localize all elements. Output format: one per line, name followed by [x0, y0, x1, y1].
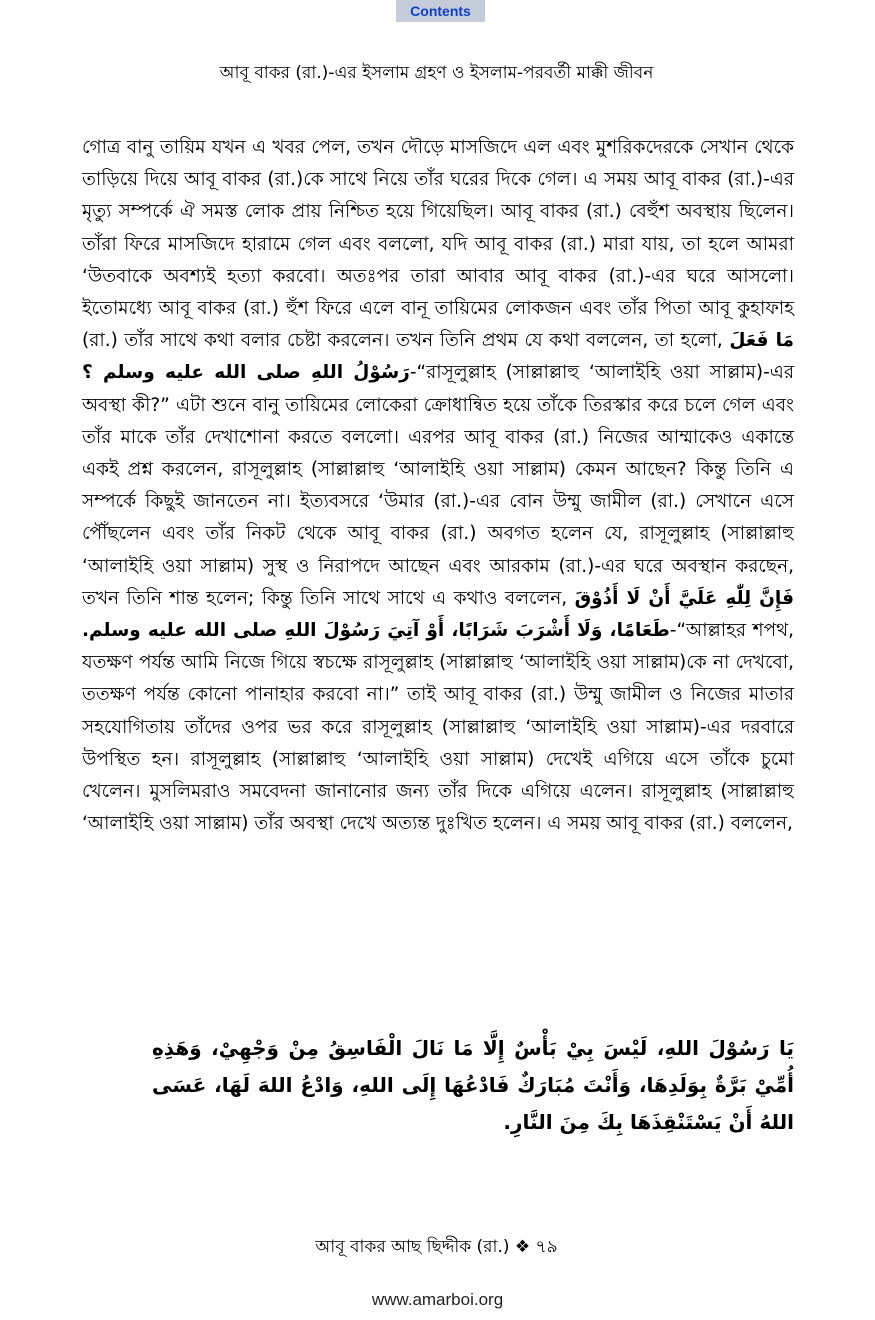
contents-button[interactable]: Contents	[396, 0, 485, 22]
website-url: www.amarboi.org	[371, 1290, 504, 1309]
body-paragraph	[82, 132, 794, 840]
body-text-part-1: গোত্র বানু তায়িম যখন এ খবর পেল, তখন দৌড়ে মাসজিদে এল এবং মুশরিকদেরকে সেখান থেকে তাড়িয়ে দিয়ে আবূ বাকর (রা.)কে সাথে নিয়ে তাঁর ঘরের দিকে গেল। এ সময় আবূ বাকর (রা.)-এর মৃত্যু সম্পর্কে ঐ সমস্ত লোক প্রায় নিশ্চিত হয়ে গিয়েছিল। আবূ বাকর (রা.) বেহুঁশ অবস্থায় ছিলেন। তাঁরা ফিরে মাসজিদে হারামে গেল এবং বললো, যদি আবূ বাকর (রা.) মারা যায়, তা হলে আমরা ‘উতবাকে অবশ্যই হত্যা করবো। অতঃপর তারা আবার আবূ বাকর (রা.)-এর ঘরে আসলো। ইতোমধ্যে আবূ বাকর (রা.) হুঁশ ফিরে এলে বানূ তায়িমের লোকজন এবং তাঁর পিতা আবূ কুহাফাহ (রা.) তাঁর সাথে কথা বলার চেষ্টা করলেন। তখন তিনি প্রথম যে কথা বললেন, তা হলো,	[82, 137, 794, 352]
arabic-inline-quote-2: فَإِنَّ لِلّٰهِ عَلَيَّ أَنْ لَا أَذُوْقَ طَعَامًا، وَلَا أَشْرَبَ شَرَابًا، أَوْ آتِيَ رَسُوْلَ اللهِ صلى الله عليه وسلم.	[82, 587, 794, 642]
body-text-part-2: -“রাসূলুল্লাহ (সাল্লাল্লাহু ‘আলাইহি ওয়া সাল্লাম)-এর অবস্থা কী?” এটা শুনে বানু তায়িমের লোকেরা ক্রোধান্বিত হয়ে তাঁকে তিরস্কার করে চলে গেল এবং তাঁর মাকে তাঁর দেখাশোনা করতে বললো। এরপর আবূ বাকর (রা.) নিজের আম্মাকেও একান্তে একই প্রশ্ন করলেন, রাসূলুল্লাহ (সাল্লাল্লাহু ‘আলাইহি ওয়া সাল্লাম) কেমন আছেন? কিন্তু তিনি এ সম্পর্কে কিছুই জানতেন না। ইত্যবসরে ‘উমার (রা.)-এর বোন উম্মু জামীল (রা.) সেখানে এসে পৌঁছলেন এবং তাঁর নিকট থেকে আবূ বাকর (রা.) অবগত হলেন যে, রাসূলুল্লাহ (সাল্লাল্লাহু ‘আলাইহি ওয়া সাল্লাম) সুস্থ ও নিরাপদে আছেন এবং আরকাম (রা.)-এর ঘরে অবস্থান করছেন, তখন তিনি শান্ত হলেন; কিন্তু তিনি সাথে সাথে এ কথাও বললেন,	[82, 362, 795, 609]
body-text-part-3: -“আল্লাহর শপথ, যতক্ষণ পর্যন্ত আমি নিজে গিয়ে স্বচক্ষে রাসূলুল্লাহ (সাল্লাল্লাহু ‘আলাইহি ওয়া সাল্লাম)কে না দেখবো, ততক্ষণ পর্যন্ত কোনো পানাহার করবো না।” তাই আবূ বাকর (রা.) উম্মু জামীল ও নিজের মাতার সহযোগিতায় তাঁদের ওপর ভর করে রাসূলুল্লাহ (সাল্লাল্লাহু ‘আলাইহি ওয়া সাল্লাম)-এর দরবারে উপস্থিত হন। রাসূলুল্লাহ (সাল্লাল্লাহু ‘আলাইহি ওয়া সাল্লাম) দেখেই এগিয়ে এসে তাঁকে চুমো খেলেন। মুসলিমরাও সমবেদনা জানানোর জন্য তাঁর দিকে এগিয়ে এলেন। রাসূলুল্লাহ (সাল্লাল্লাহু ‘আলাইহি ওয়া সাল্লাম) তাঁর অবস্থা দেখে অত্যন্ত দুঃখিত হলেন। এ সময় আবূ বাকর (রা.) বললেন,	[82, 620, 794, 835]
running-header: আবূ বাকর (রা.)-এর ইসলাম গ্রহণ ও ইসলাম-পরবর্তী মাক্কী জীবন	[219, 63, 654, 83]
arabic-inline-quote-1: مَا فَعَلَ رَسُوْلُ اللهِ صلى الله عليه وسلم ؟	[82, 330, 795, 384]
arabic-quote-block: يَا رَسُوْلَ اللهِ، لَيْسَ بِيْ بَأْسٌ إِلَّا مَا نَالَ الْفَاسِقُ مِنْ وَجْهِيْ، وَهَذِهِ أُمِّيْ بَرَّةٌ بِوَلَدِهَا، وَأَنْتَ مُبَارَكٌ فَادْعُهَا إِلَى اللهِ، وَادْعُ اللهَ لَهَا، عَسَى اللهُ أَنْ يَسْتَنْقِذَهَا بِكَ مِنَ النَّارِ.	[152, 1036, 794, 1134]
page-footer: আবূ বাকর আছ ছিদ্দীক (রা.) ❖ ৭৯	[315, 1237, 558, 1257]
